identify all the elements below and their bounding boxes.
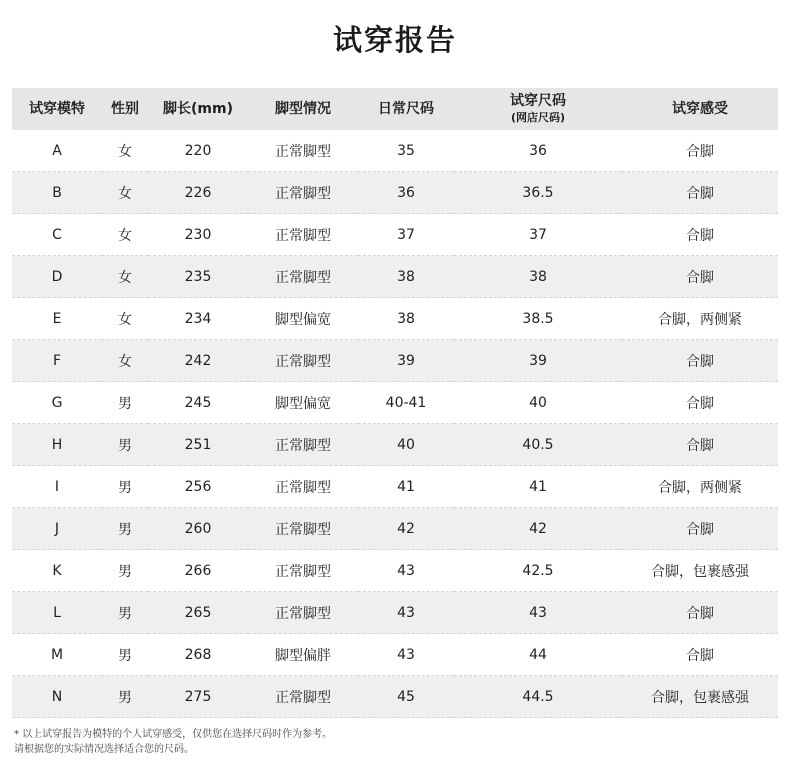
cell-trial-size: 44 bbox=[454, 634, 622, 676]
cell-gender: 女 bbox=[102, 340, 148, 382]
cell-foot-type: 正常脚型 bbox=[248, 214, 358, 256]
cell-foot-type: 正常脚型 bbox=[248, 508, 358, 550]
cell-foot-type: 正常脚型 bbox=[248, 340, 358, 382]
table-row bbox=[12, 130, 778, 172]
table-row bbox=[12, 676, 778, 718]
cell-foot-length: 234 bbox=[148, 298, 248, 340]
cell-feeling: 合脚 bbox=[622, 172, 778, 214]
cell-trial-size: 36.5 bbox=[454, 172, 622, 214]
table-row bbox=[12, 592, 778, 634]
cell-daily-size: 38 bbox=[358, 298, 454, 340]
cell-model: D bbox=[12, 256, 102, 298]
cell-daily-size: 43 bbox=[358, 550, 454, 592]
cell-model: A bbox=[12, 130, 102, 172]
cell-model: L bbox=[12, 592, 102, 634]
table-body bbox=[12, 130, 778, 718]
cell-feeling: 合脚 bbox=[622, 634, 778, 676]
header-feeling: 试穿感受 bbox=[622, 88, 778, 130]
cell-foot-length: 226 bbox=[148, 172, 248, 214]
cell-feeling: 合脚，两侧紧 bbox=[622, 466, 778, 508]
cell-foot-type: 正常脚型 bbox=[248, 172, 358, 214]
cell-model: B bbox=[12, 172, 102, 214]
cell-foot-type: 正常脚型 bbox=[248, 550, 358, 592]
footnote-line-2: 请根据您的实际情况选择适合您的尺码。 bbox=[14, 744, 194, 755]
table-row bbox=[12, 550, 778, 592]
cell-trial-size: 36 bbox=[454, 130, 622, 172]
header-trial-size bbox=[454, 88, 622, 130]
table-row bbox=[12, 634, 778, 676]
cell-daily-size: 42 bbox=[358, 508, 454, 550]
table-row bbox=[12, 214, 778, 256]
header-model: 试穿模特 bbox=[12, 88, 102, 130]
table-header bbox=[12, 88, 778, 130]
cell-feeling: 合脚 bbox=[622, 592, 778, 634]
cell-daily-size: 36 bbox=[358, 172, 454, 214]
cell-foot-length: 256 bbox=[148, 466, 248, 508]
table-row bbox=[12, 466, 778, 508]
cell-foot-length: 260 bbox=[148, 508, 248, 550]
cell-gender: 女 bbox=[102, 172, 148, 214]
cell-foot-type: 正常脚型 bbox=[248, 256, 358, 298]
cell-trial-size: 42 bbox=[454, 508, 622, 550]
fitting-report-table-container bbox=[12, 88, 778, 718]
table-row bbox=[12, 382, 778, 424]
table-row bbox=[12, 508, 778, 550]
fitting-report-table bbox=[12, 88, 778, 718]
cell-model: K bbox=[12, 550, 102, 592]
cell-gender: 男 bbox=[102, 634, 148, 676]
cell-daily-size: 43 bbox=[358, 634, 454, 676]
cell-gender: 男 bbox=[102, 382, 148, 424]
cell-foot-type: 正常脚型 bbox=[248, 676, 358, 718]
cell-foot-length: 235 bbox=[148, 256, 248, 298]
cell-feeling: 合脚，包裹感强 bbox=[622, 550, 778, 592]
cell-gender: 女 bbox=[102, 298, 148, 340]
header-trial-size-sublabel: (网店尺码) bbox=[510, 111, 566, 124]
cell-model: G bbox=[12, 382, 102, 424]
cell-model: I bbox=[12, 466, 102, 508]
cell-model: J bbox=[12, 508, 102, 550]
cell-foot-type: 正常脚型 bbox=[248, 130, 358, 172]
cell-trial-size: 44.5 bbox=[454, 676, 622, 718]
cell-trial-size: 37 bbox=[454, 214, 622, 256]
cell-daily-size: 43 bbox=[358, 592, 454, 634]
cell-model: C bbox=[12, 214, 102, 256]
cell-foot-length: 220 bbox=[148, 130, 248, 172]
cell-daily-size: 35 bbox=[358, 130, 454, 172]
header-trial-size-label: 试穿尺码 bbox=[510, 93, 566, 109]
cell-feeling: 合脚 bbox=[622, 424, 778, 466]
cell-trial-size: 40 bbox=[454, 382, 622, 424]
cell-daily-size: 38 bbox=[358, 256, 454, 298]
cell-foot-type: 脚型偏宽 bbox=[248, 382, 358, 424]
header-gender: 性别 bbox=[102, 88, 148, 130]
cell-trial-size: 42.5 bbox=[454, 550, 622, 592]
cell-gender: 男 bbox=[102, 550, 148, 592]
cell-foot-length: 251 bbox=[148, 424, 248, 466]
cell-foot-type: 正常脚型 bbox=[248, 592, 358, 634]
cell-foot-length: 268 bbox=[148, 634, 248, 676]
cell-foot-length: 230 bbox=[148, 214, 248, 256]
cell-gender: 男 bbox=[102, 466, 148, 508]
footnote-line-1: * 以上试穿报告为模特的个人试穿感受，仅供您在选择尺码时作为参考。 bbox=[14, 729, 333, 740]
table-row bbox=[12, 172, 778, 214]
table-row bbox=[12, 424, 778, 466]
cell-trial-size: 39 bbox=[454, 340, 622, 382]
cell-trial-size: 43 bbox=[454, 592, 622, 634]
cell-foot-length: 245 bbox=[148, 382, 248, 424]
cell-feeling: 合脚，包裹感强 bbox=[622, 676, 778, 718]
cell-feeling: 合脚 bbox=[622, 340, 778, 382]
cell-trial-size: 38 bbox=[454, 256, 622, 298]
cell-daily-size: 40 bbox=[358, 424, 454, 466]
cell-feeling: 合脚 bbox=[622, 130, 778, 172]
cell-model: E bbox=[12, 298, 102, 340]
cell-feeling: 合脚 bbox=[622, 256, 778, 298]
cell-feeling: 合脚 bbox=[622, 508, 778, 550]
cell-gender: 女 bbox=[102, 214, 148, 256]
cell-daily-size: 39 bbox=[358, 340, 454, 382]
header-foot-length: 脚长(mm) bbox=[148, 88, 248, 130]
header-foot-type: 脚型情况 bbox=[248, 88, 358, 130]
cell-gender: 男 bbox=[102, 508, 148, 550]
cell-trial-size: 40.5 bbox=[454, 424, 622, 466]
page-title: 试穿报告 bbox=[332, 23, 457, 57]
cell-trial-size: 38.5 bbox=[454, 298, 622, 340]
cell-daily-size: 45 bbox=[358, 676, 454, 718]
cell-daily-size: 40-41 bbox=[358, 382, 454, 424]
cell-daily-size: 37 bbox=[358, 214, 454, 256]
cell-foot-type: 脚型偏宽 bbox=[248, 298, 358, 340]
cell-model: H bbox=[12, 424, 102, 466]
table-row bbox=[12, 340, 778, 382]
table-row bbox=[12, 256, 778, 298]
cell-feeling: 合脚，两侧紧 bbox=[622, 298, 778, 340]
cell-feeling: 合脚 bbox=[622, 214, 778, 256]
cell-foot-length: 266 bbox=[148, 550, 248, 592]
cell-gender: 女 bbox=[102, 256, 148, 298]
cell-feeling: 合脚 bbox=[622, 382, 778, 424]
table-row bbox=[12, 298, 778, 340]
cell-gender: 男 bbox=[102, 592, 148, 634]
cell-foot-length: 242 bbox=[148, 340, 248, 382]
cell-foot-length: 275 bbox=[148, 676, 248, 718]
cell-daily-size: 41 bbox=[358, 466, 454, 508]
cell-gender: 男 bbox=[102, 424, 148, 466]
cell-model: N bbox=[12, 676, 102, 718]
header-row bbox=[12, 88, 778, 130]
cell-foot-length: 265 bbox=[148, 592, 248, 634]
cell-gender: 女 bbox=[102, 130, 148, 172]
cell-foot-type: 正常脚型 bbox=[248, 466, 358, 508]
cell-model: M bbox=[12, 634, 102, 676]
cell-gender: 男 bbox=[102, 676, 148, 718]
cell-trial-size: 41 bbox=[454, 466, 622, 508]
cell-foot-type: 正常脚型 bbox=[248, 424, 358, 466]
footnote bbox=[14, 727, 332, 757]
cell-foot-type: 脚型偏胖 bbox=[248, 634, 358, 676]
header-daily-size: 日常尺码 bbox=[358, 88, 454, 130]
cell-model: F bbox=[12, 340, 102, 382]
